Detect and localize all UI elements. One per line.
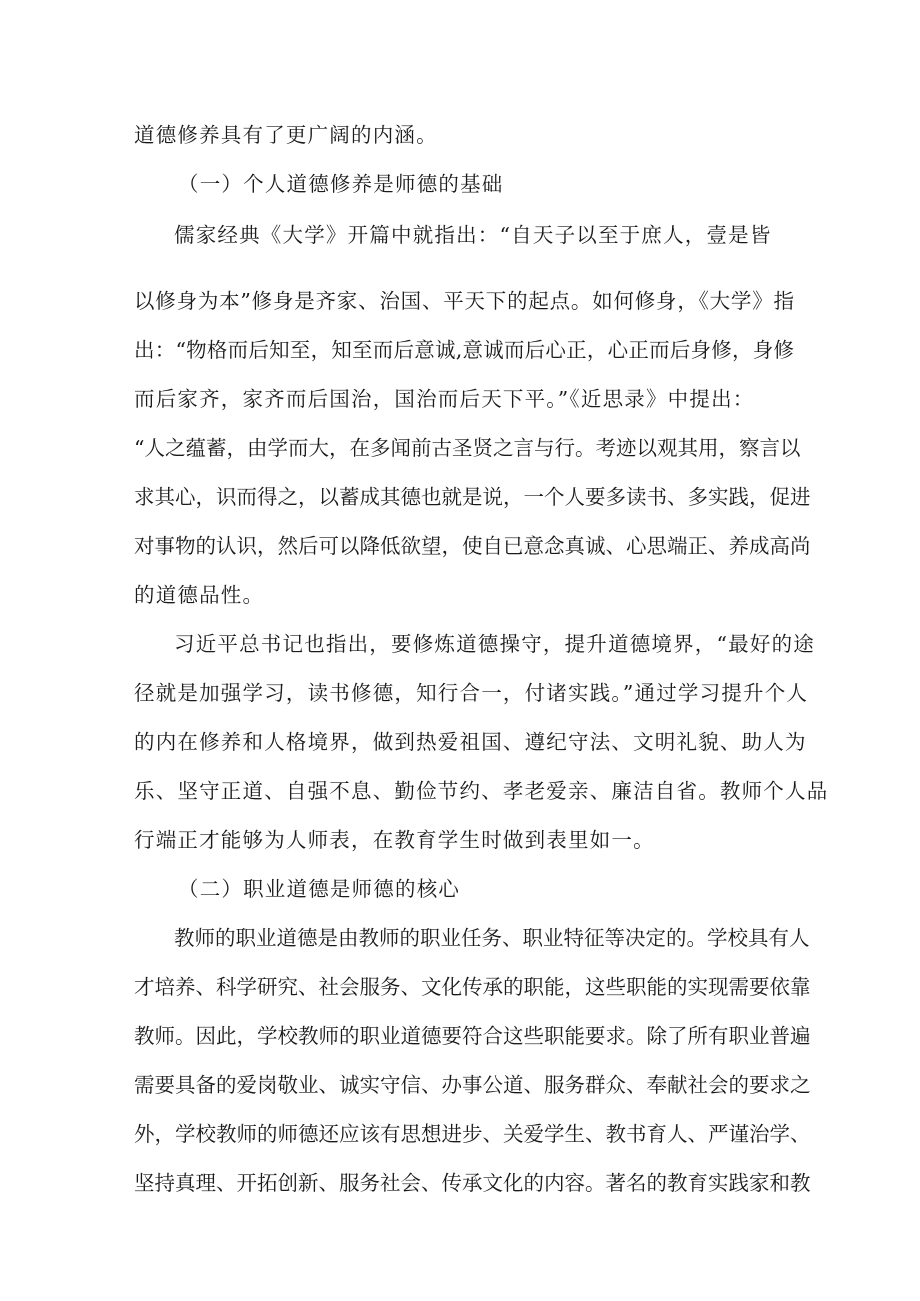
text-line: 以修身为本”修身是齐家、治国、平天下的起点。如何修身，《大学》指 bbox=[134, 289, 794, 313]
text-line: 儒家经典《大学》开篇中就指出：“自天子以至于庶人，壹是皆 bbox=[174, 223, 772, 247]
text-line: 教师的职业道德是由教师的职业任务、职业特征等决定的。学校具有人 bbox=[174, 926, 810, 950]
text-line: 需要具备的爱岗敬业、诚实守信、办事公道、服务群众、奉献社会的要求之 bbox=[134, 1073, 811, 1097]
text-line: 才培养、科学研究、社会服务、文化传承的职能，这些职能的实现需要依靠 bbox=[134, 975, 811, 999]
text-line: 行端正才能够为人师表，在教育学生时做到表里如一。 bbox=[134, 828, 655, 852]
text-line: 对事物的认识，然后可以降低欲望，使自已意念真诚、心思端正、养成高尚 bbox=[134, 534, 811, 558]
text-line: 出：“物格而后知至，知至而后意诚,意诚而后心正，心正而后身修，身修 bbox=[134, 338, 794, 362]
text-line: 外，学校教师的师德还应该有思想进步、关爱学生、教书育人、严谨治学、 bbox=[134, 1122, 811, 1146]
text-line: 径就是加强学习，读书修德，知行合一，付诸实践。”通过学习提升个人 bbox=[134, 681, 809, 705]
text-line: 教师。因此，学校教师的职业道德要符合这些职能要求。除了所有职业普遍 bbox=[134, 1024, 811, 1048]
text-line: 习近平总书记也指出，要修炼道德操守，提升道德境界，“最好的途 bbox=[174, 632, 815, 656]
section-heading: （一）个人道德修养是师德的基础 bbox=[178, 172, 504, 196]
text-line: 而后家齐，家齐而后国治，国治而后天下平。”《近思录》中提出： bbox=[134, 387, 755, 411]
section-heading: （二）职业道德是师德的核心 bbox=[178, 877, 461, 901]
text-line: 坚持真理、开拓创新、服务社会、传承文化的内容。著名的教育实践家和教 bbox=[134, 1171, 811, 1195]
text-line: “人之蕴蓄，由学而大，在多闻前古圣贤之言与行。考迹以观其用，察言以 bbox=[134, 436, 801, 460]
text-line: 乐、坚守正道、自强不息、勤俭节约、孝老爱亲、廉洁自省。教师个人品 bbox=[134, 779, 829, 803]
text-line: 道德修养具有了更广阔的内涵。 bbox=[134, 123, 438, 147]
text-line: 的道德品性。 bbox=[134, 583, 265, 607]
text-line: 的内在修养和人格境界，做到热爱祖国、遵纪守法、文明礼貌、助人为 bbox=[134, 730, 807, 754]
text-line: 求其心，识而得之，以蓄成其德也就是说，一个人要多读书、多实践，促进 bbox=[134, 485, 811, 509]
